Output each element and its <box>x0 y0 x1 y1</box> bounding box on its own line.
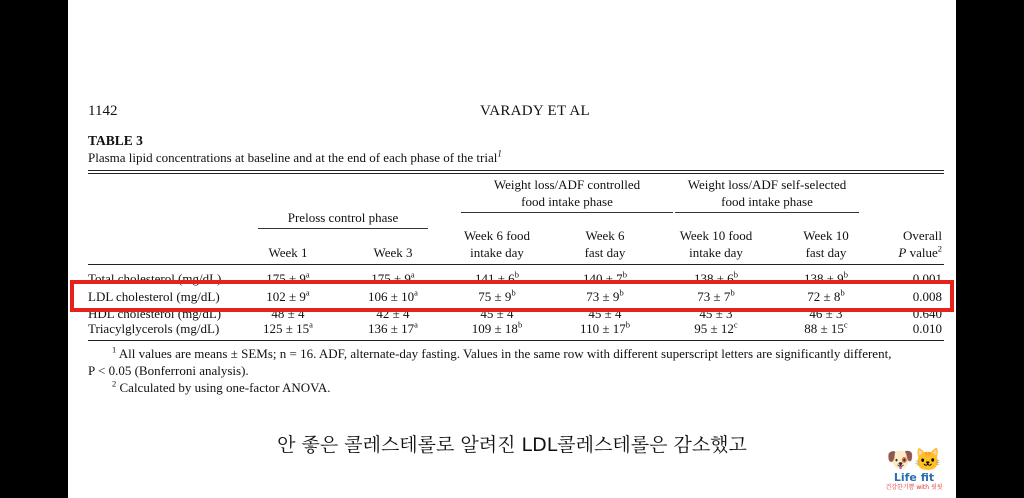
table-cell: $102 \pm 9^a$ <box>266 287 310 304</box>
group-underline-controlled <box>461 212 673 213</box>
table-cell: $138 \pm 6^b$ <box>694 269 738 286</box>
table-cell: $109 \pm 18^b$ <box>471 319 523 336</box>
table-cell: $106 \pm 10^a$ <box>368 287 418 304</box>
channel-logo <box>884 424 944 492</box>
column-header-week6-fast: Week 6 <box>585 228 625 243</box>
footnote-2 <box>88 380 330 396</box>
column-header-week10-fast-2: fast day <box>805 245 847 260</box>
video-subtitle: 안 좋은 콜레스테롤로 알려진 LDL콜레스테롤은 감소했고 <box>277 434 747 456</box>
column-header-pvalue <box>868 245 942 261</box>
page-number: 1142 <box>88 103 118 119</box>
table-cell: $88 \pm 15^c$ <box>804 319 848 336</box>
document-page <box>68 0 956 498</box>
table-cell-pvalue: 0.640 <box>912 306 942 321</box>
column-header-week10-fast: Week 10 <box>803 228 849 243</box>
table-cell-pvalue: 0.008 <box>912 289 942 304</box>
table-cell: $72 \pm 8^b$ <box>807 287 845 304</box>
page-header <box>88 103 956 121</box>
footnote-1-ref: 1 <box>112 344 117 355</box>
footnote-1-cont: P < 0.05 (Bonferroni analysis). <box>88 363 249 378</box>
group-underline-preloss <box>258 228 428 229</box>
table-cell: 48 ± 4 <box>271 306 305 321</box>
footnote-2-ref: 2 <box>112 378 117 389</box>
column-header-week10-food: Week 10 food <box>679 228 753 243</box>
column-header-week1: Week 1 <box>268 245 308 260</box>
column-header-week10-food-2: intake day <box>689 245 743 260</box>
logo-subtext: 건강한기쁨 with 핏핏 <box>885 484 943 491</box>
column-header-week6-fast-2: fast day <box>584 245 626 260</box>
column-header-week3: Week 3 <box>373 245 413 260</box>
dog-face-icon: 🐶🐱 <box>886 447 942 472</box>
table-cell: 45 ± 3 <box>699 306 733 321</box>
table-caption <box>88 150 502 166</box>
table-cell: $138 \pm 9^b$ <box>804 269 848 286</box>
group-header-selfselected-1: Weight loss/ADF self-selected <box>687 177 847 192</box>
row-label-triacylglycerols: Triacylglycerols (mg/dL) <box>88 321 220 336</box>
table-cell: $73 \pm 9^b$ <box>586 287 624 304</box>
table-cell: 46 ± 3 <box>809 306 843 321</box>
column-header-week6-food: Week 6 food <box>463 228 531 243</box>
footnote-1-text: All values are means ± SEMs; n = 16. ADF, alternate-day fasting. Values in the same row with different superscript letters are significantly different, <box>118 346 892 361</box>
group-header-controlled-1: Weight loss/ADF controlled <box>493 177 641 192</box>
table-cell: 42 ± 4 <box>376 306 410 321</box>
row-label-ldl-cholesterol: LDL cholesterol (mg/dL) <box>88 289 220 304</box>
ldl-row-highlight-box <box>70 280 954 312</box>
footnote-2-text: Calculated by using one-factor ANOVA. <box>119 380 331 395</box>
caption-footnote-ref: 1 <box>497 148 502 159</box>
column-header-overall: Overall <box>903 228 942 243</box>
table-cell-pvalue: 0.001 <box>912 271 942 286</box>
table-cell: $110 \pm 17^b$ <box>580 319 630 336</box>
pvalue-label-rest: value <box>906 245 938 260</box>
table-cell: $73 \pm 7^b$ <box>697 287 735 304</box>
group-underline-selfselected <box>675 212 859 213</box>
pvalue-footnote-ref: 2 <box>937 243 942 254</box>
table-header-rule <box>88 264 944 265</box>
table-cell-pvalue: 0.010 <box>912 321 942 336</box>
table-cell: $75 \pm 9^b$ <box>478 287 516 304</box>
group-header-selfselected-2: food intake phase <box>721 194 813 209</box>
table-cell: 45 ± 4 <box>480 306 514 321</box>
table-top-rule <box>88 170 944 171</box>
row-label-total-cholesterol: Total cholesterol (mg/dL) <box>88 271 222 286</box>
table-caption-text: Plasma lipid concentrations at baseline and at the end of each phase of the trial <box>88 150 498 165</box>
column-header-week6-food-2: intake day <box>470 245 524 260</box>
table-cell: $136 \pm 17^a$ <box>368 319 418 336</box>
table-cell: $140 \pm 7^b$ <box>583 269 627 286</box>
table-label: TABLE 3 <box>88 133 143 148</box>
table-top-rule-2 <box>88 173 944 174</box>
table-cell: 45 ± 4 <box>588 306 622 321</box>
table-cell: $141 \pm 6^b$ <box>475 269 519 286</box>
group-header-controlled-2: food intake phase <box>521 194 613 209</box>
row-label-hdl-cholesterol: HDL cholesterol (mg/dL) <box>88 306 222 321</box>
table-bottom-rule <box>88 340 944 341</box>
logo-text: Life fit <box>893 471 935 484</box>
pvalue-italic-label: P <box>898 245 907 260</box>
table-cell: $175 \pm 9^a$ <box>371 269 415 286</box>
footnote-1 <box>88 346 891 362</box>
table-cell: $125 \pm 15^a$ <box>263 319 313 336</box>
table-cell: $175 \pm 9^a$ <box>266 269 310 286</box>
group-header-preloss: Preloss control phase <box>287 210 399 225</box>
running-head: VARADY ET AL <box>480 103 590 119</box>
table-cell: $95 \pm 12^c$ <box>694 319 738 336</box>
